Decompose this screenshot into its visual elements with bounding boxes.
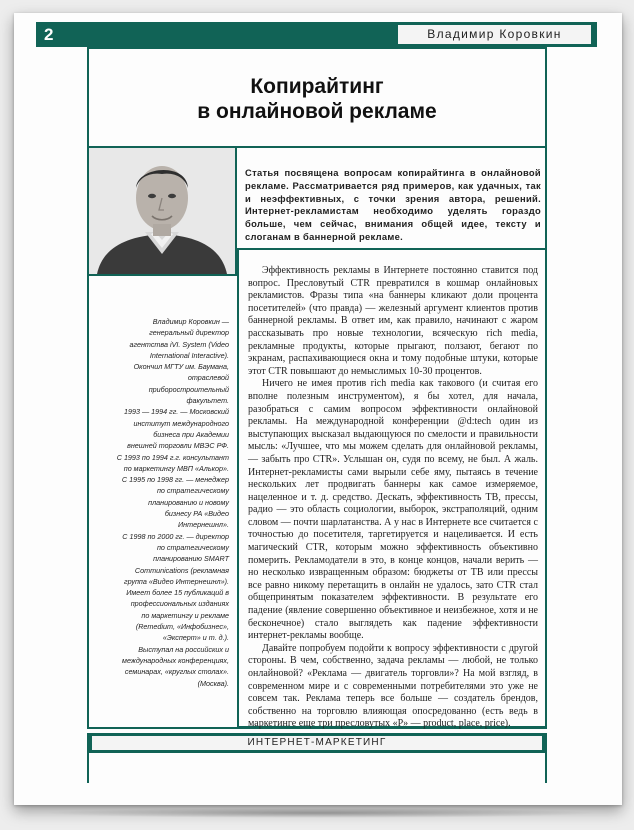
article-title-line-2: в онлайновой рекламе — [197, 100, 437, 123]
body-paragraph: Давайте попробуем подойти к вопросу эффективности с другой стороны. В чем, собственно, задача рекламы — любой, не только онлайновой? «Реклама — двигатель торговли»? На мой взгляд, в современном мире и с современными потребителями это уже не совсем так. Реклама теперь все больше — создатель брендов, собственно на торговлю влияющая опосредованно (есть ведь в маркетинге еще три пресловутых «P» — product, place, price). — [248, 642, 538, 730]
page-shadow — [40, 808, 600, 818]
author-portrait-image — [89, 148, 235, 274]
section-name: ИНТЕРНЕТ-МАРКЕТИНГ — [92, 736, 542, 750]
bio-line: семинарах, «круглых столах». — [124, 667, 229, 677]
bio-line: Имеет более 15 публикаций в — [126, 588, 229, 598]
bio-line: группа «Видео Интернешнл»). — [124, 576, 229, 586]
article-title — [87, 74, 547, 124]
bio-line: внешней торговли МВЭС РФ. — [127, 441, 229, 451]
bio-line: планированию SMART — [153, 554, 229, 564]
bio-line: планированию и новому — [148, 497, 229, 507]
bio-line: (Москва). — [197, 678, 229, 688]
sidebar-rule — [87, 276, 89, 728]
bio-line: институт международного — [133, 418, 229, 428]
footer-rule-left — [87, 753, 89, 783]
bio-line: «Эксперт» и т. д.). — [162, 633, 229, 643]
bio-line: Выступал на российских и — [138, 644, 229, 654]
article-title-line-1: Копирайтинг — [250, 75, 384, 98]
bio-line: С 1995 по 1998 гг. — менеджер — [121, 475, 229, 485]
footer-rule-right — [545, 753, 547, 783]
bio-line: Интернешнл». — [177, 520, 229, 530]
bio-line: Окончил МГТУ им. Баумана, — [133, 362, 229, 372]
bio-line: по стратегическому — [156, 486, 229, 496]
body-paragraph: Эффективность рекламы в Интернете постоянно ставится под вопрос. Пресловутый CTR превратился в кошмар онлайновых рекламистов. Фразы типа «на баннеры кликают доли процента посетителей» (что правда) — железный аргумент клиентов против баннерной рекламы. В ответ им, как правило, начинают с жаром рассказывать про новые технологии, всяческую rich media, рекламные продукты, которые прыгают, ползают, бегают по экранам, распахивающиеся окна и тому подобные штуки, которые этот CTR повышают до немыслимых 10-30 процентов. — [248, 265, 538, 377]
bio-line: С 1998 по 2000 гг. — директор — [122, 531, 229, 541]
bio-line: по маркетингу и рекламе — [141, 610, 229, 620]
article-abstract: Статья посвящена вопросам копирайтинга в онлайновой рекламе. Рассматривается ряд примеров, как удачных, так и неэффективных, с точки зрения автора, решений. Интернет-рекламистам необходимо уделять гораздо больше, чем сейчас, внимания общей идее, тексту и слоганам в баннерной рекламе. — [245, 167, 541, 242]
bio-line: агентства iVI. System (Video — [129, 339, 229, 349]
author-photo — [87, 146, 237, 276]
bio-line: приборостроительный — [148, 384, 229, 394]
bio-line: (Remedium, «Инфобизнес», — [135, 622, 229, 632]
bio-line: 1993 — 1994 гг. — Московский — [124, 407, 229, 417]
bio-line: бизнеса при Академии — [153, 429, 229, 439]
bio-line: по маркетингу МВП «Алькор». — [123, 463, 229, 473]
bio-line: профессиональных изданиях — [130, 599, 229, 609]
article-body — [248, 265, 538, 731]
author-bio — [95, 316, 229, 689]
bio-line: международных конференциях, — [122, 655, 229, 665]
page-number: 2 — [44, 25, 54, 44]
bio-line: отраслевой — [187, 373, 229, 383]
bio-line: Communications (рекламная — [134, 565, 229, 575]
bio-line: International Interactive). — [149, 350, 229, 360]
bio-line: Владимир Коровкин — — [152, 317, 229, 326]
author-name: Владимир Коровкин — [398, 25, 591, 44]
bio-line: генеральный директор — [149, 328, 229, 338]
body-paragraph: Ничего не имея против rich media как такового (и считая его вполне полезным инструментом), я бы хотел, для начала, разобраться с самим вопросом эффективности онлайновой рекламы. На международной конференции @d:tech один из выступающих высказал выдающуюся по смелости и правильности мысль: «Лучшее, что мы можем сделать для онлайновой рекламы, — забыть про CTR». Услышан он, судя по всему, не был. А жаль. Интернет-рекламисты сами вырыли себе яму, пытаясь в течение нескольких лет продвигать баннеры как самое измеряемое, нацеленное и т. д. средство. Дескать, эффективность ТВ, прессы, радио — это область социологии, выборок, экстраполяций, одним словом — почти шарлатанства. А у нас в Интернете все считается с точностью до посетителя, таргетируется и нацеливается. И есть магический CTR, которым можно эффективность объективно померить. Рекламодатели в это, в конце концов, начали верить — но несколько извращенным образом: бюджеты от ТВ или прессы все равно никому перетащить в онлайн не удалось, зато CTR стал общепринятым показателем эффективности. В результате его падение (явление совершенно объективное и неизбежное, хотя и не бесконечное) стало выглядеть как падение эффективности интернет-рекламы вообще. — [248, 378, 538, 642]
bio-line: факультет. — [186, 396, 229, 406]
bio-line: С 1993 по 1994 г.г. консультант — [116, 452, 229, 462]
bio-line: по стратегическому — [156, 542, 229, 552]
bio-line: бизнесу РА «Видео — [164, 509, 229, 519]
